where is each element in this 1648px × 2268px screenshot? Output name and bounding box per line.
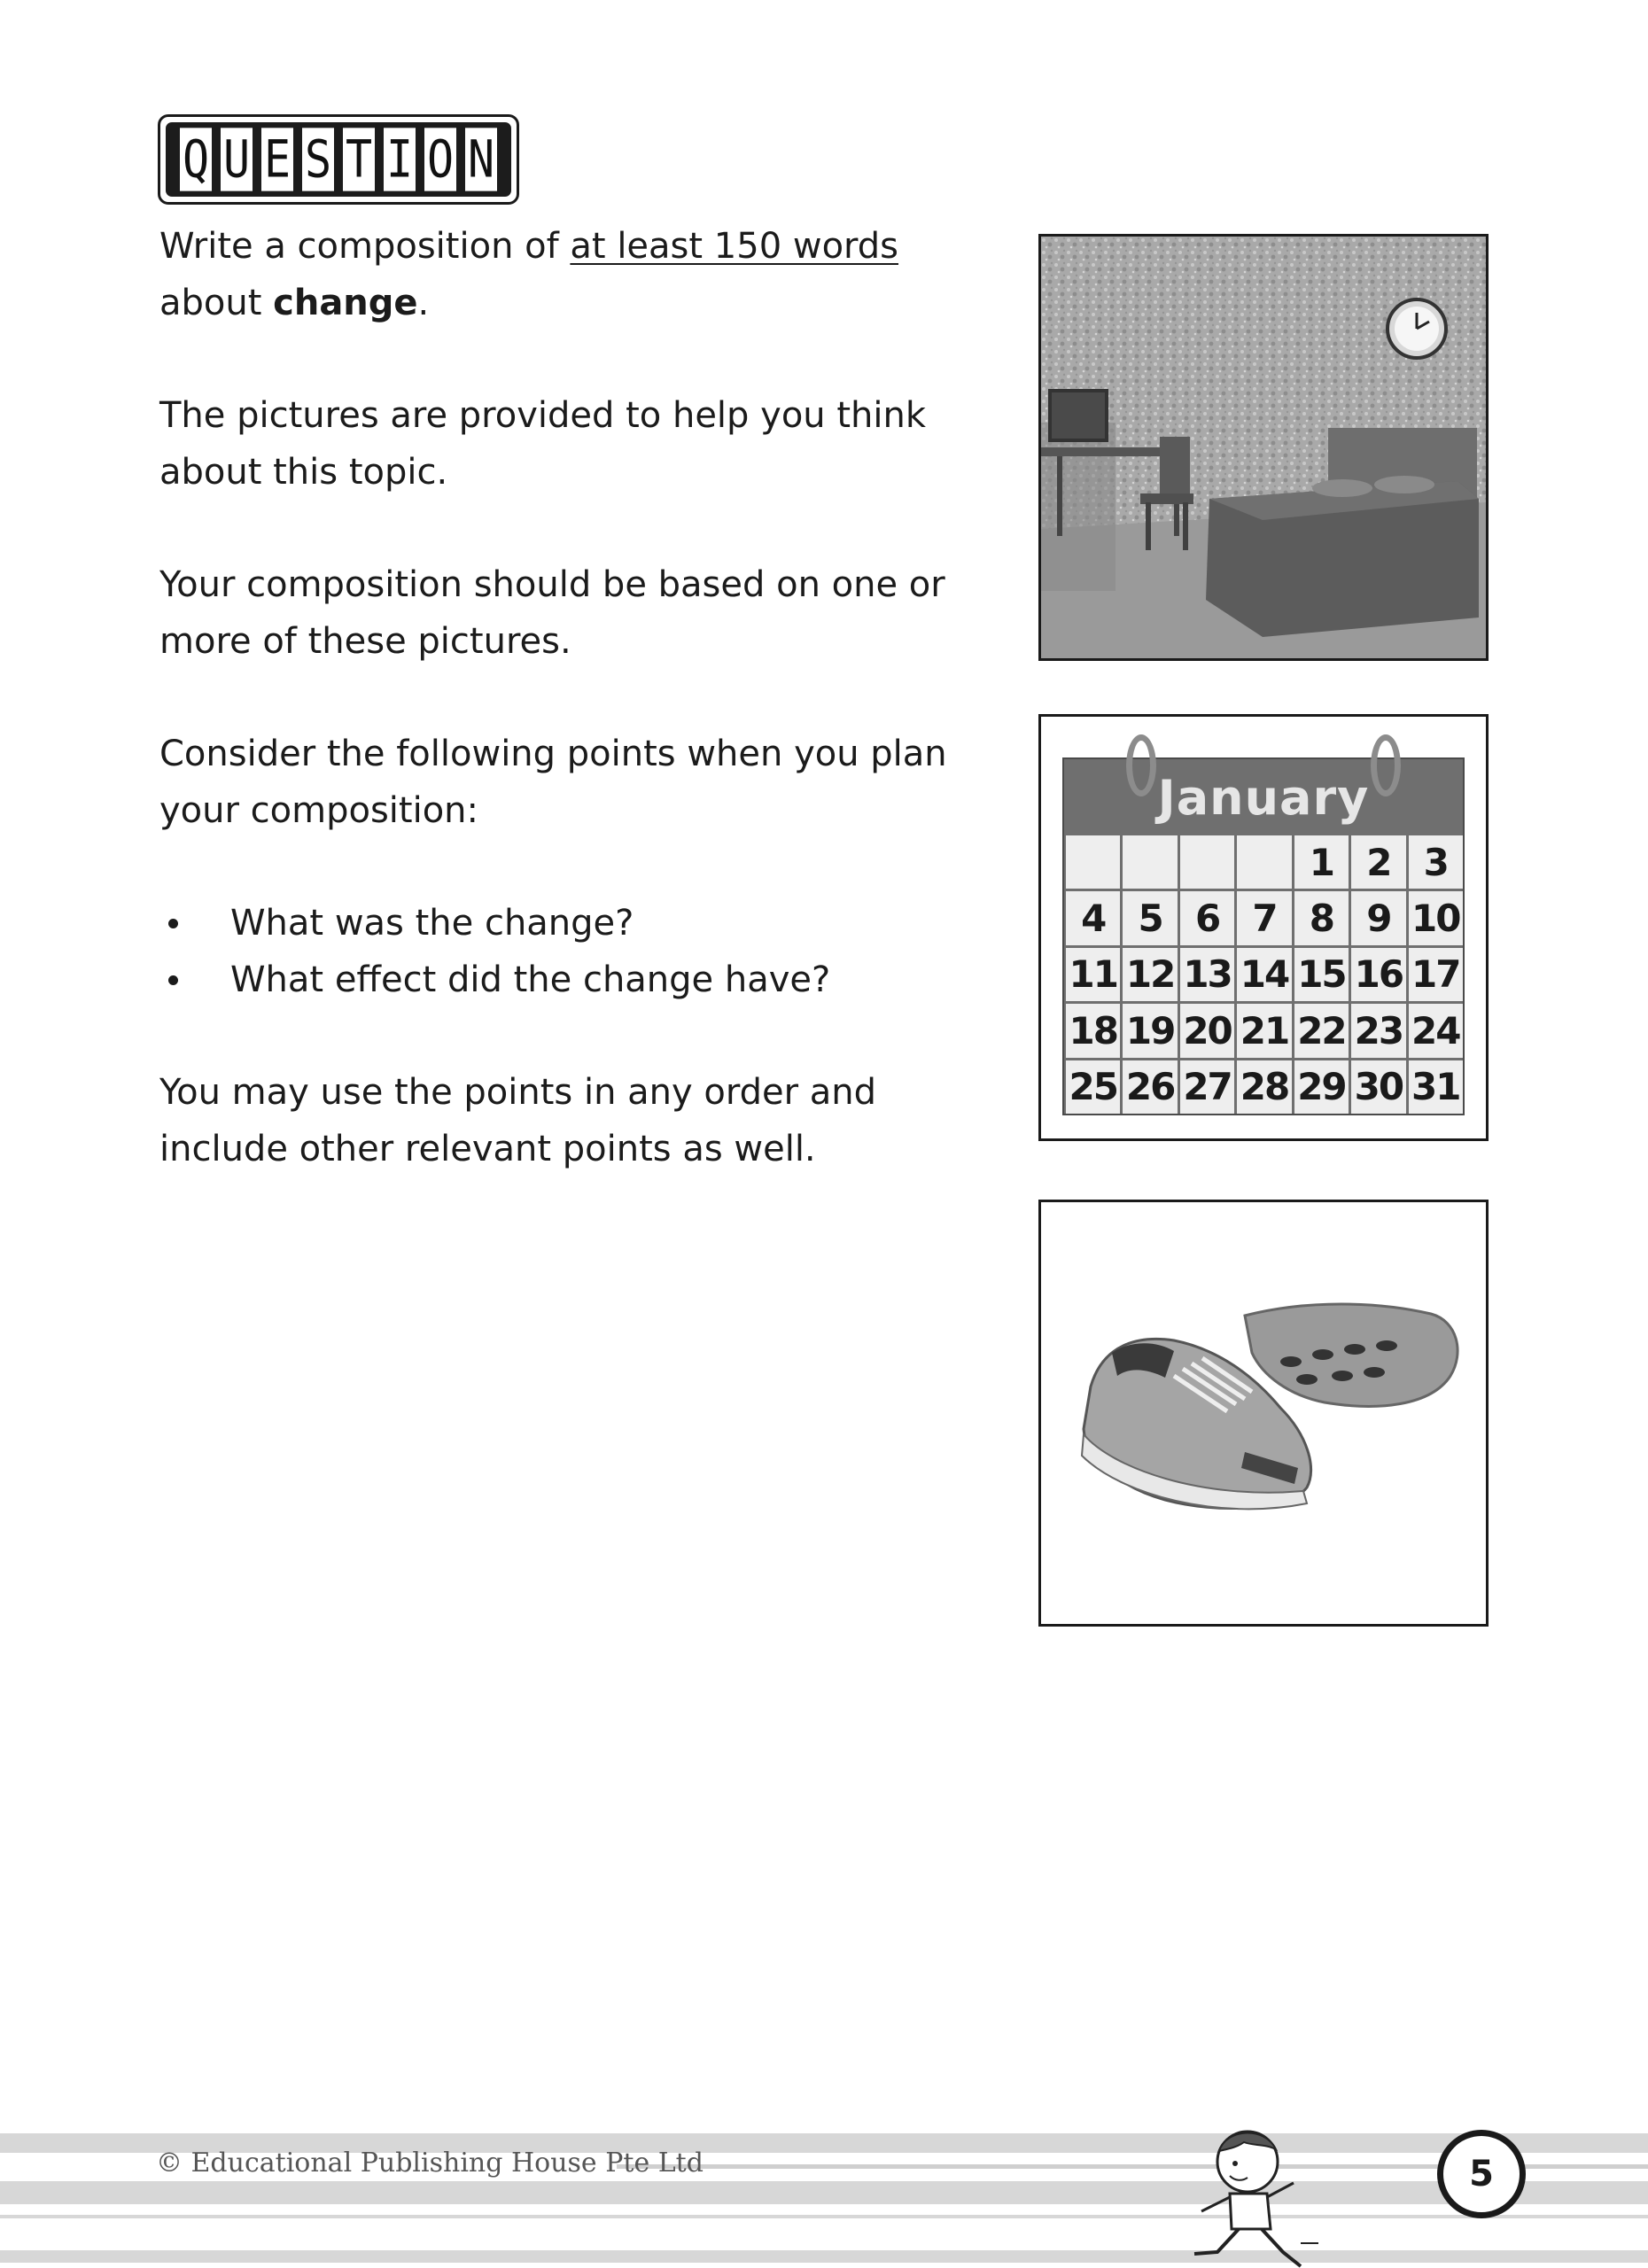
- calendar-day: 8: [1294, 891, 1349, 944]
- calendar-day: 18: [1066, 1004, 1120, 1057]
- question-badge: [158, 114, 519, 205]
- calendar-day: 6: [1180, 891, 1234, 944]
- calendar-day: 4: [1066, 891, 1120, 944]
- order-paragraph: You may use the points in any order and include other relevant points as well.: [159, 1072, 877, 1169]
- footer-stripe: [0, 2181, 1648, 2204]
- calendar-day: [1180, 835, 1234, 889]
- list-item: What was the change?: [159, 895, 957, 951]
- calendar-day: 31: [1409, 1060, 1463, 1114]
- pictures-paragraph: The pictures are provided to help you think about this topic.: [159, 395, 927, 493]
- question-text: [159, 218, 957, 1233]
- copyright-text: © Educational Publishing House Pte Ltd: [156, 2148, 704, 2179]
- based-on-paragraph: Your composition should be based on one or more of these pictures.: [159, 564, 945, 662]
- calendar-day: 15: [1294, 948, 1349, 1001]
- points-list: [159, 895, 957, 1008]
- badge-letter: T: [343, 128, 375, 190]
- calendar-day: 17: [1409, 948, 1463, 1001]
- consider-paragraph: Consider the following points when you plan your composition:: [159, 734, 947, 831]
- calendar-day: 14: [1237, 948, 1291, 1001]
- calendar-day: 9: [1351, 891, 1405, 944]
- calendar-day: 13: [1180, 948, 1234, 1001]
- calendar-day: 21: [1237, 1004, 1291, 1057]
- footer-stripe: [0, 2250, 1648, 2263]
- calendar-day: 16: [1351, 948, 1405, 1001]
- calendar-day: 7: [1237, 891, 1291, 944]
- calendar-day: 27: [1180, 1060, 1234, 1114]
- badge-letter: U: [221, 128, 253, 190]
- calendar-day: 23: [1351, 1004, 1405, 1057]
- badge-letter: E: [261, 128, 293, 190]
- calendar-day: [1123, 835, 1177, 889]
- calendar-day: 26: [1123, 1060, 1177, 1114]
- badge-letter: O: [424, 128, 456, 190]
- badge-letter: Q: [180, 128, 212, 190]
- question-badge-letters: [166, 122, 511, 197]
- running-boy-icon: [1168, 2119, 1318, 2268]
- instruction-paragraph: [159, 218, 957, 331]
- shoe-picture: [1038, 1200, 1489, 1627]
- calendar-day: 10: [1409, 891, 1463, 944]
- badge-letter: S: [302, 128, 334, 190]
- calendar-day: 28: [1237, 1060, 1291, 1114]
- calendar-day: 3: [1409, 835, 1463, 889]
- topic-word: change: [273, 283, 418, 323]
- word-count-requirement: at least 150 words: [570, 226, 899, 267]
- calendar: [1062, 757, 1465, 1115]
- instruction-text: about: [159, 283, 274, 323]
- calendar-day: 29: [1294, 1060, 1349, 1114]
- instruction-text: Write a composition of: [159, 226, 571, 267]
- calendar-month: January: [1157, 769, 1370, 826]
- calendar-day: [1066, 835, 1120, 889]
- running-shoes-illustration: [1041, 1202, 1486, 1624]
- calendar-grid: [1066, 835, 1463, 1114]
- calendar-picture: [1038, 714, 1489, 1141]
- calendar-day: 25: [1066, 1060, 1120, 1114]
- list-item: What effect did the change have?: [159, 951, 957, 1008]
- calendar-day: 19: [1123, 1004, 1177, 1057]
- calendar-day: 30: [1351, 1060, 1405, 1114]
- page-number: 5: [1437, 2130, 1526, 2218]
- calendar-day: 5: [1123, 891, 1177, 944]
- calendar-day: 2: [1351, 835, 1405, 889]
- calendar-day: 22: [1294, 1004, 1349, 1057]
- badge-letter: I: [384, 128, 416, 190]
- calendar-day: 11: [1066, 948, 1120, 1001]
- calendar-day: 24: [1409, 1004, 1463, 1057]
- calendar-day: 20: [1180, 1004, 1234, 1057]
- footer-line: [0, 2215, 1648, 2218]
- calendar-day: 1: [1294, 835, 1349, 889]
- bedroom-picture: [1038, 234, 1489, 661]
- calendar-day: [1237, 835, 1291, 889]
- bedroom-illustration: [1041, 237, 1486, 658]
- instruction-text: .: [417, 283, 430, 323]
- badge-letter: N: [465, 128, 497, 190]
- calendar-day: 12: [1123, 948, 1177, 1001]
